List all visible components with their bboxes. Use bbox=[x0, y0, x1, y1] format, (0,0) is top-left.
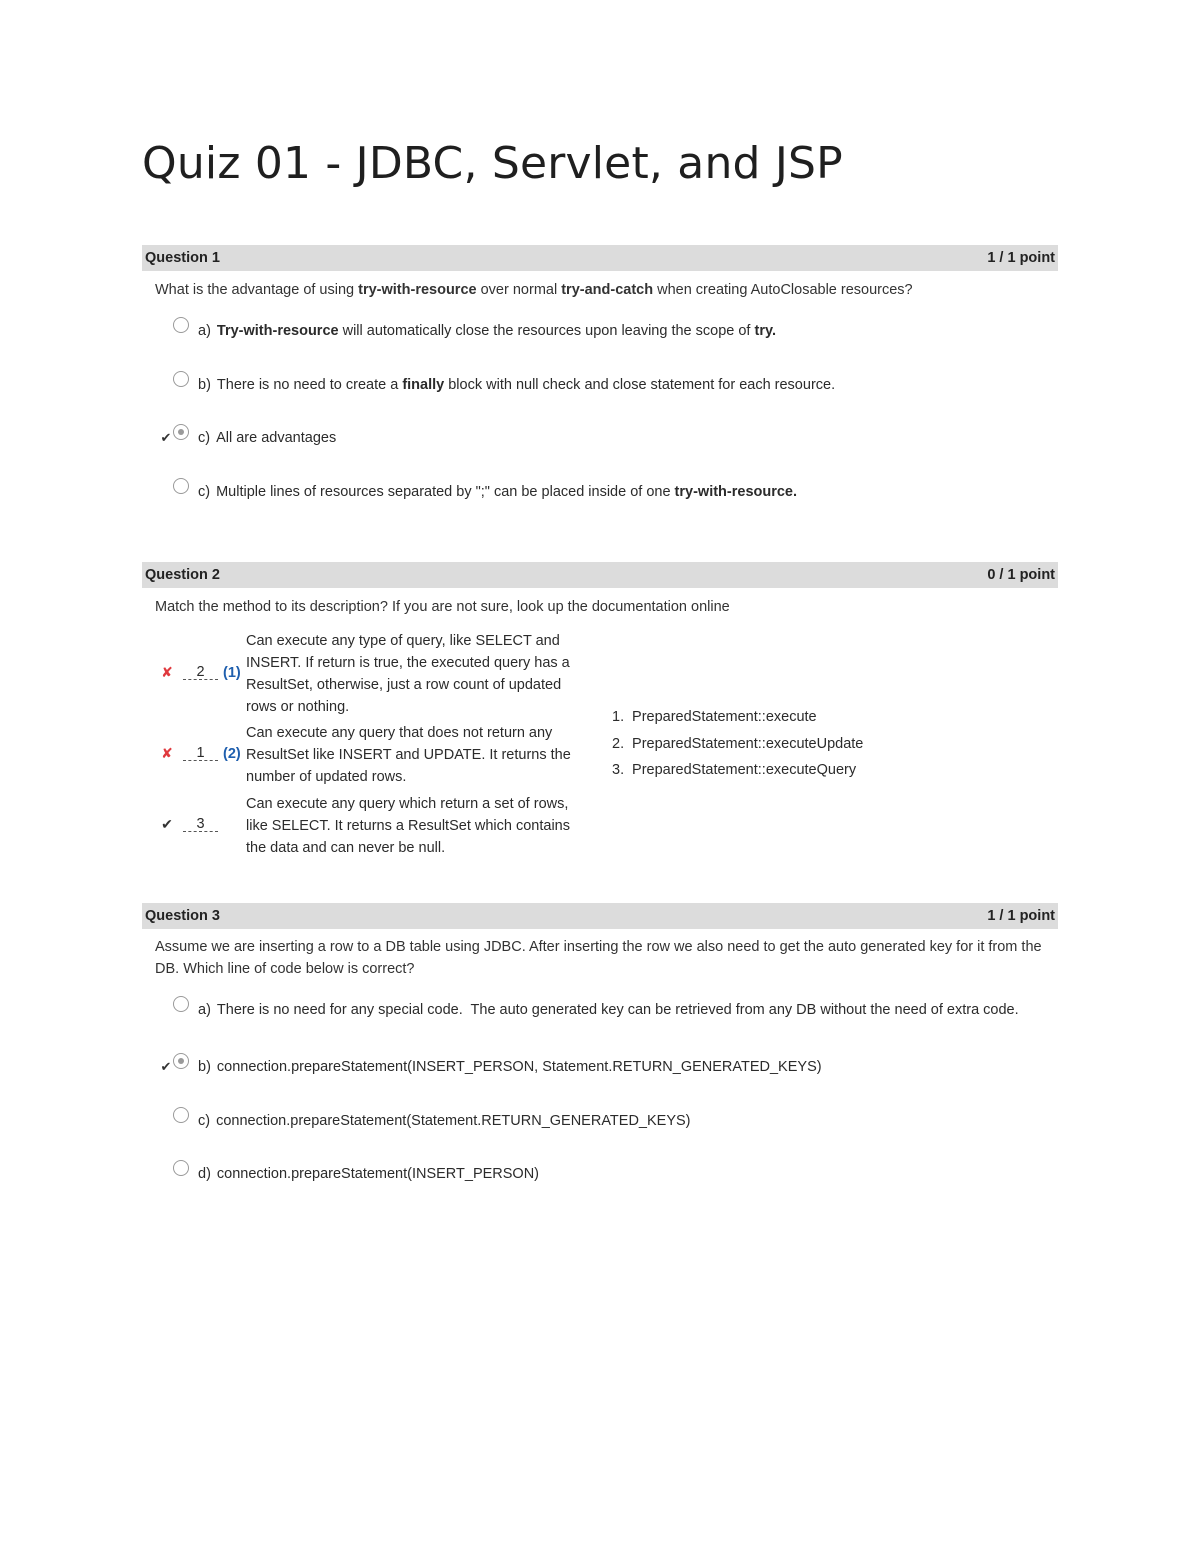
check-icon: ✔ bbox=[161, 816, 173, 832]
match-description-1: Can execute any type of query, like SELECT and INSERT. If return is true, the executed query has a ResultSet, otherwise, just a row count of updated rows or nothing. bbox=[246, 633, 570, 715]
q1-option-b[interactable] bbox=[160, 374, 835, 396]
option-bold: Try-with-resource bbox=[216, 323, 339, 339]
question-2-prompt: Match the method to its description? If you are not sure, look up the documentation online bbox=[155, 599, 730, 615]
question-1-score: 1 / 1 point bbox=[987, 250, 1055, 266]
option-text: will automatically close the resources upon leaving the scope of bbox=[338, 323, 755, 339]
choice-number: 2. bbox=[612, 735, 625, 752]
option-text: connection.prepareStatement(INSERT_PERSON) bbox=[216, 1166, 540, 1182]
choice-text: PreparedStatement::executeQuery bbox=[632, 762, 857, 778]
check-icon: ✔ bbox=[160, 430, 172, 445]
option-text: connection.prepareStatement(Statement.RETURN_GENERATED_KEYS) bbox=[216, 1113, 691, 1129]
option-text: Multiple lines of resources separated by ";" can be placed inside of one bbox=[216, 484, 675, 500]
choice-number: 1. bbox=[612, 709, 625, 725]
question-3-prompt: Assume we are inserting a row to a DB table using JDBC. After inserting the row we also need to get the auto generated key for it from the DB. Which line of code below is correct? bbox=[155, 939, 1042, 977]
radio-button[interactable] bbox=[173, 478, 189, 494]
match-row-3 bbox=[160, 816, 243, 833]
option-text: connection.prepareStatement(INSERT_PERSON, Statement.RETURN_GENERATED_KEYS) bbox=[216, 1059, 822, 1075]
radio-dot bbox=[178, 1058, 184, 1064]
option-text: There is no need to create a bbox=[216, 377, 403, 393]
q1-option-a[interactable] bbox=[160, 320, 776, 342]
option-letter: b) bbox=[198, 1059, 211, 1075]
match-choice bbox=[612, 759, 863, 786]
option-letter: a) bbox=[198, 1002, 211, 1018]
option-letter: c) bbox=[198, 1113, 211, 1129]
option-text: block with null check and close statement for each resource. bbox=[444, 377, 836, 393]
option-bold: try. bbox=[754, 323, 776, 339]
prompt-bold: try-with-resource bbox=[358, 282, 477, 298]
radio-button[interactable] bbox=[173, 371, 189, 387]
q1-option-d[interactable] bbox=[160, 481, 797, 503]
match-row-1 bbox=[160, 664, 243, 681]
correct-ref: (1) bbox=[223, 664, 241, 681]
match-answer-field[interactable]: 3 bbox=[183, 817, 218, 832]
option-letter: c) bbox=[198, 430, 211, 446]
match-answer-field[interactable]: 1 bbox=[183, 746, 218, 761]
radio-button[interactable] bbox=[173, 317, 189, 333]
q3-option-c[interactable] bbox=[160, 1110, 691, 1132]
choice-number: 3. bbox=[612, 762, 625, 778]
question-1-prompt bbox=[155, 279, 1060, 301]
radio-button[interactable] bbox=[173, 1160, 189, 1176]
radio-button[interactable] bbox=[173, 1107, 189, 1123]
correct-ref: (2) bbox=[223, 745, 241, 762]
match-answer-field[interactable]: 2 bbox=[183, 665, 218, 680]
radio-button-selected[interactable] bbox=[173, 424, 189, 440]
option-bold: finally bbox=[402, 377, 445, 393]
option-letter: b) bbox=[198, 377, 211, 393]
question-1-header bbox=[142, 245, 1058, 271]
question-2-label: Question 2 bbox=[145, 567, 220, 583]
match-choice bbox=[612, 733, 863, 760]
match-description-3: Can execute any query which return a set of rows, like SELECT. It returns a ResultSet which contains the data and can never be null. bbox=[246, 796, 570, 856]
choice-text: PreparedStatement::execute bbox=[632, 709, 817, 725]
match-row-2 bbox=[160, 745, 243, 762]
question-1-label: Question 1 bbox=[145, 250, 220, 266]
option-text: All are advantages bbox=[216, 430, 337, 446]
prompt-bold: try-and-catch bbox=[561, 282, 654, 298]
cross-icon: ✘ bbox=[161, 745, 173, 761]
q3-option-a[interactable] bbox=[160, 999, 1019, 1021]
prompt-text: What is the advantage of using bbox=[155, 282, 359, 298]
check-icon: ✔ bbox=[160, 1059, 172, 1074]
q1-option-c[interactable] bbox=[160, 427, 336, 449]
prompt-text: over normal bbox=[476, 282, 562, 298]
option-bold: try-with-resource. bbox=[674, 484, 798, 500]
radio-button-selected[interactable] bbox=[173, 1053, 189, 1069]
choice-text: PreparedStatement::executeUpdate bbox=[632, 735, 864, 752]
q3-option-d[interactable] bbox=[160, 1163, 539, 1185]
question-2-header bbox=[142, 562, 1058, 588]
prompt-text: when creating AutoClosable resources? bbox=[653, 282, 913, 298]
radio-button[interactable] bbox=[173, 996, 189, 1012]
page-title: Quiz 01 - JDBC, Servlet, and JSP bbox=[142, 138, 843, 189]
option-letter: d) bbox=[198, 1166, 211, 1182]
q3-option-b[interactable] bbox=[160, 1056, 822, 1078]
match-choices-list bbox=[612, 706, 863, 786]
match-choice bbox=[612, 706, 863, 733]
option-letter: a) bbox=[198, 323, 211, 339]
cross-icon: ✘ bbox=[161, 664, 173, 680]
option-letter: c) bbox=[198, 484, 211, 500]
match-description-2: Can execute any query that does not return any ResultSet like INSERT and UPDATE. It returns the number of updated rows. bbox=[246, 725, 571, 785]
radio-dot bbox=[178, 429, 184, 435]
option-text: There is no need for any special code. The auto generated key can be retrieved from any DB without the need of extra code. bbox=[216, 1002, 1019, 1018]
question-2-score: 0 / 1 point bbox=[987, 567, 1055, 583]
question-3-header bbox=[142, 903, 1058, 929]
question-3-score: 1 / 1 point bbox=[987, 908, 1055, 924]
question-3-label: Question 3 bbox=[145, 908, 220, 924]
